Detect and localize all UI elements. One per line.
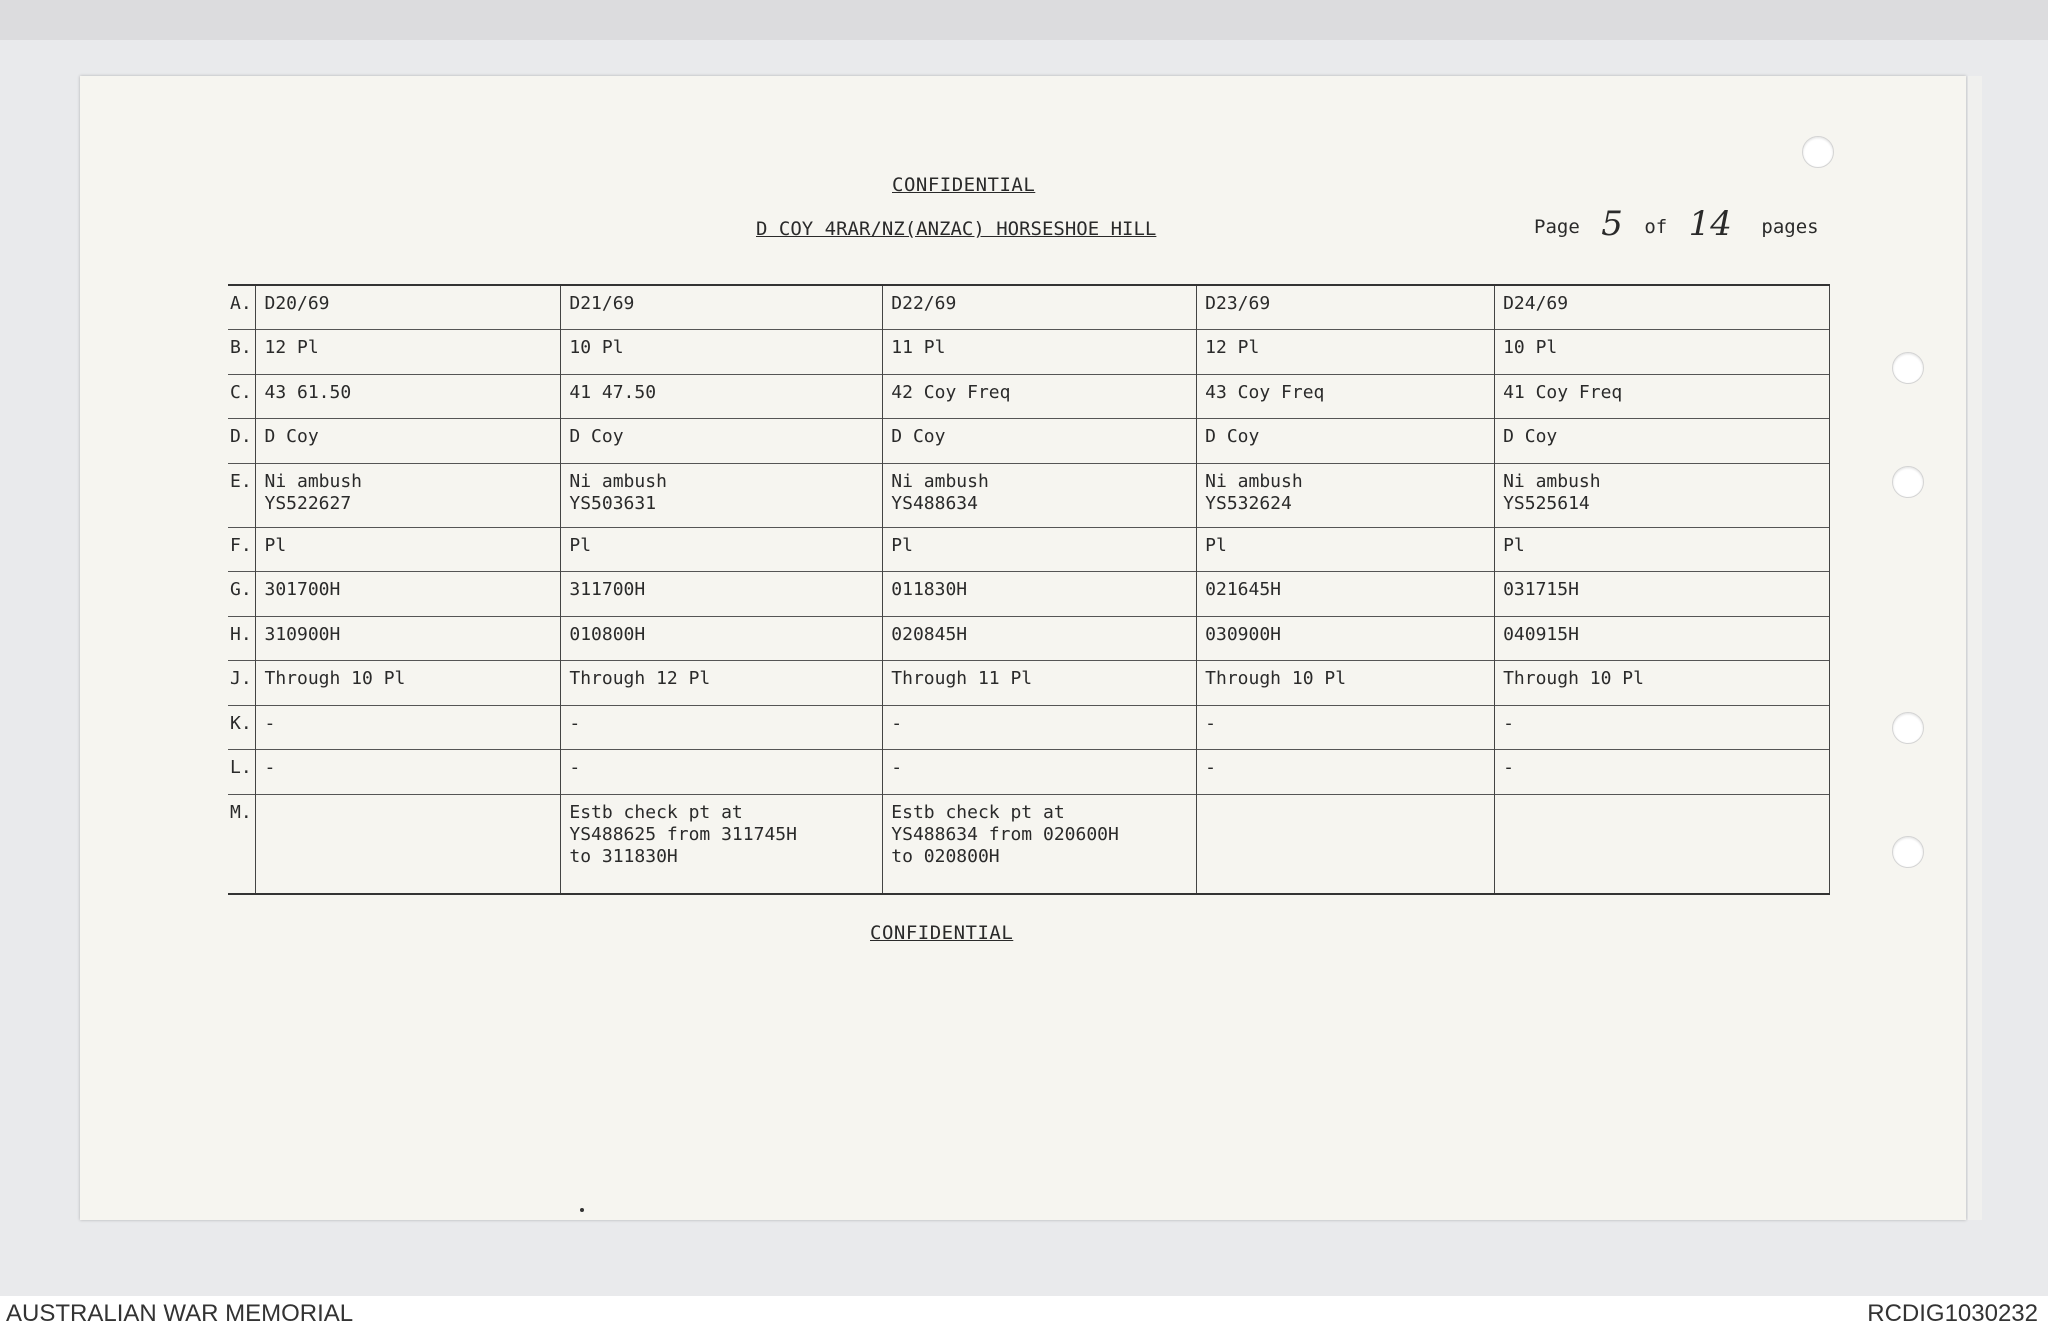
table-cell: Estb check pt at YS488634 from 020600H to 020800H xyxy=(883,794,1197,894)
table-cell: Through 12 Pl xyxy=(561,661,883,706)
table-cell xyxy=(1197,794,1495,894)
table-cell: 010800H xyxy=(561,616,883,661)
row-label: G. xyxy=(228,572,256,617)
row-label: D. xyxy=(228,419,256,464)
table-cell: Ni ambush YS503631 xyxy=(561,463,883,527)
table-cell: - xyxy=(883,750,1197,795)
row-label: M. xyxy=(228,794,256,894)
table-cell: 41 47.50 xyxy=(561,374,883,419)
pages-label: pages xyxy=(1761,216,1819,238)
table-cell: D Coy xyxy=(1197,419,1495,464)
table-row xyxy=(228,330,1830,375)
page-label: Page xyxy=(1534,216,1580,238)
archive-name: AUSTRALIAN WAR MEMORIAL xyxy=(6,1300,354,1327)
classification-top: CONFIDENTIAL xyxy=(892,174,1036,196)
row-label: L. xyxy=(228,750,256,795)
table-row xyxy=(228,616,1830,661)
table-cell: Through 10 Pl xyxy=(1495,661,1830,706)
table-cell: 11 Pl xyxy=(883,330,1197,375)
page-number: 5 xyxy=(1601,204,1623,244)
table-cell: 030900H xyxy=(1197,616,1495,661)
table-cell xyxy=(256,794,561,894)
row-label: C. xyxy=(228,374,256,419)
table-cell: - xyxy=(1495,705,1830,750)
table-cell: Ni ambush YS532624 xyxy=(1197,463,1495,527)
table-cell: - xyxy=(883,705,1197,750)
table-cell: 10 Pl xyxy=(561,330,883,375)
patrol-details-table xyxy=(228,284,1830,895)
page-total: 14 xyxy=(1688,204,1732,244)
table-cell: 040915H xyxy=(1495,616,1830,661)
table-cell: Pl xyxy=(1197,527,1495,572)
table-cell: - xyxy=(1495,750,1830,795)
punch-hole xyxy=(1892,466,1924,498)
table-row xyxy=(228,661,1830,706)
table-cell: D20/69 xyxy=(256,285,561,330)
table-cell: D22/69 xyxy=(883,285,1197,330)
table-cell: 031715H xyxy=(1495,572,1830,617)
table-cell: - xyxy=(561,705,883,750)
punch-hole xyxy=(1892,712,1924,744)
table-cell: Through 10 Pl xyxy=(1197,661,1495,706)
table-cell: Through 10 Pl xyxy=(256,661,561,706)
table-row xyxy=(228,285,1830,330)
table-cell: 301700H xyxy=(256,572,561,617)
table-cell: D23/69 xyxy=(1197,285,1495,330)
table-row xyxy=(228,374,1830,419)
table-row xyxy=(228,419,1830,464)
table-row xyxy=(228,705,1830,750)
row-label: A. xyxy=(228,285,256,330)
table-cell xyxy=(1495,794,1830,894)
page-count xyxy=(1534,204,1819,244)
table-cell: - xyxy=(256,750,561,795)
of-label: of xyxy=(1644,216,1668,238)
row-label: B. xyxy=(228,330,256,375)
table-cell: D24/69 xyxy=(1495,285,1830,330)
table-cell: 43 61.50 xyxy=(256,374,561,419)
table-cell: D Coy xyxy=(1495,419,1830,464)
table-cell: - xyxy=(1197,750,1495,795)
row-label: E. xyxy=(228,463,256,527)
table-cell: 41 Coy Freq xyxy=(1495,374,1830,419)
table-row xyxy=(228,527,1830,572)
table-cell: 10 Pl xyxy=(1495,330,1830,375)
table-row xyxy=(228,463,1830,527)
table-cell: Through 11 Pl xyxy=(883,661,1197,706)
table-cell: Pl xyxy=(1495,527,1830,572)
table-cell: D21/69 xyxy=(561,285,883,330)
paper-speck xyxy=(580,1208,584,1212)
table-cell: 310900H xyxy=(256,616,561,661)
table-cell: - xyxy=(561,750,883,795)
punch-hole xyxy=(1802,136,1834,168)
table-cell: 020845H xyxy=(883,616,1197,661)
table-row xyxy=(228,794,1830,894)
table-cell: 42 Coy Freq xyxy=(883,374,1197,419)
table-cell: 12 Pl xyxy=(1197,330,1495,375)
table-cell: - xyxy=(1197,705,1495,750)
punch-hole xyxy=(1892,836,1924,868)
table-cell: 011830H xyxy=(883,572,1197,617)
punch-hole xyxy=(1892,352,1924,384)
row-label: J. xyxy=(228,661,256,706)
table-cell: Pl xyxy=(256,527,561,572)
table-cell: Pl xyxy=(883,527,1197,572)
archive-reference: RCDIG1030232 xyxy=(1867,1300,2038,1327)
table-cell: Ni ambush YS522627 xyxy=(256,463,561,527)
row-label: F. xyxy=(228,527,256,572)
table-cell: 311700H xyxy=(561,572,883,617)
table-cell: Ni ambush YS488634 xyxy=(883,463,1197,527)
row-label: H. xyxy=(228,616,256,661)
table-cell: 12 Pl xyxy=(256,330,561,375)
row-label: K. xyxy=(228,705,256,750)
table-cell: Pl xyxy=(561,527,883,572)
table-cell: D Coy xyxy=(256,419,561,464)
table-cell: Estb check pt at YS488625 from 311745H to 311830H xyxy=(561,794,883,894)
table-cell: 43 Coy Freq xyxy=(1197,374,1495,419)
classification-bottom: CONFIDENTIAL xyxy=(870,922,1014,944)
document-title: D COY 4RAR/NZ(ANZAC) HORSESHOE HILL xyxy=(756,218,1157,240)
scan-background-strip xyxy=(0,0,2048,40)
underlying-sheet-edge xyxy=(1968,76,1982,1220)
table-cell: Ni ambush YS525614 xyxy=(1495,463,1830,527)
table-cell: - xyxy=(256,705,561,750)
table-cell: 021645H xyxy=(1197,572,1495,617)
table-row xyxy=(228,572,1830,617)
table-cell: D Coy xyxy=(561,419,883,464)
table-row xyxy=(228,750,1830,795)
table-cell: D Coy xyxy=(883,419,1197,464)
archive-footer xyxy=(0,1296,2048,1334)
